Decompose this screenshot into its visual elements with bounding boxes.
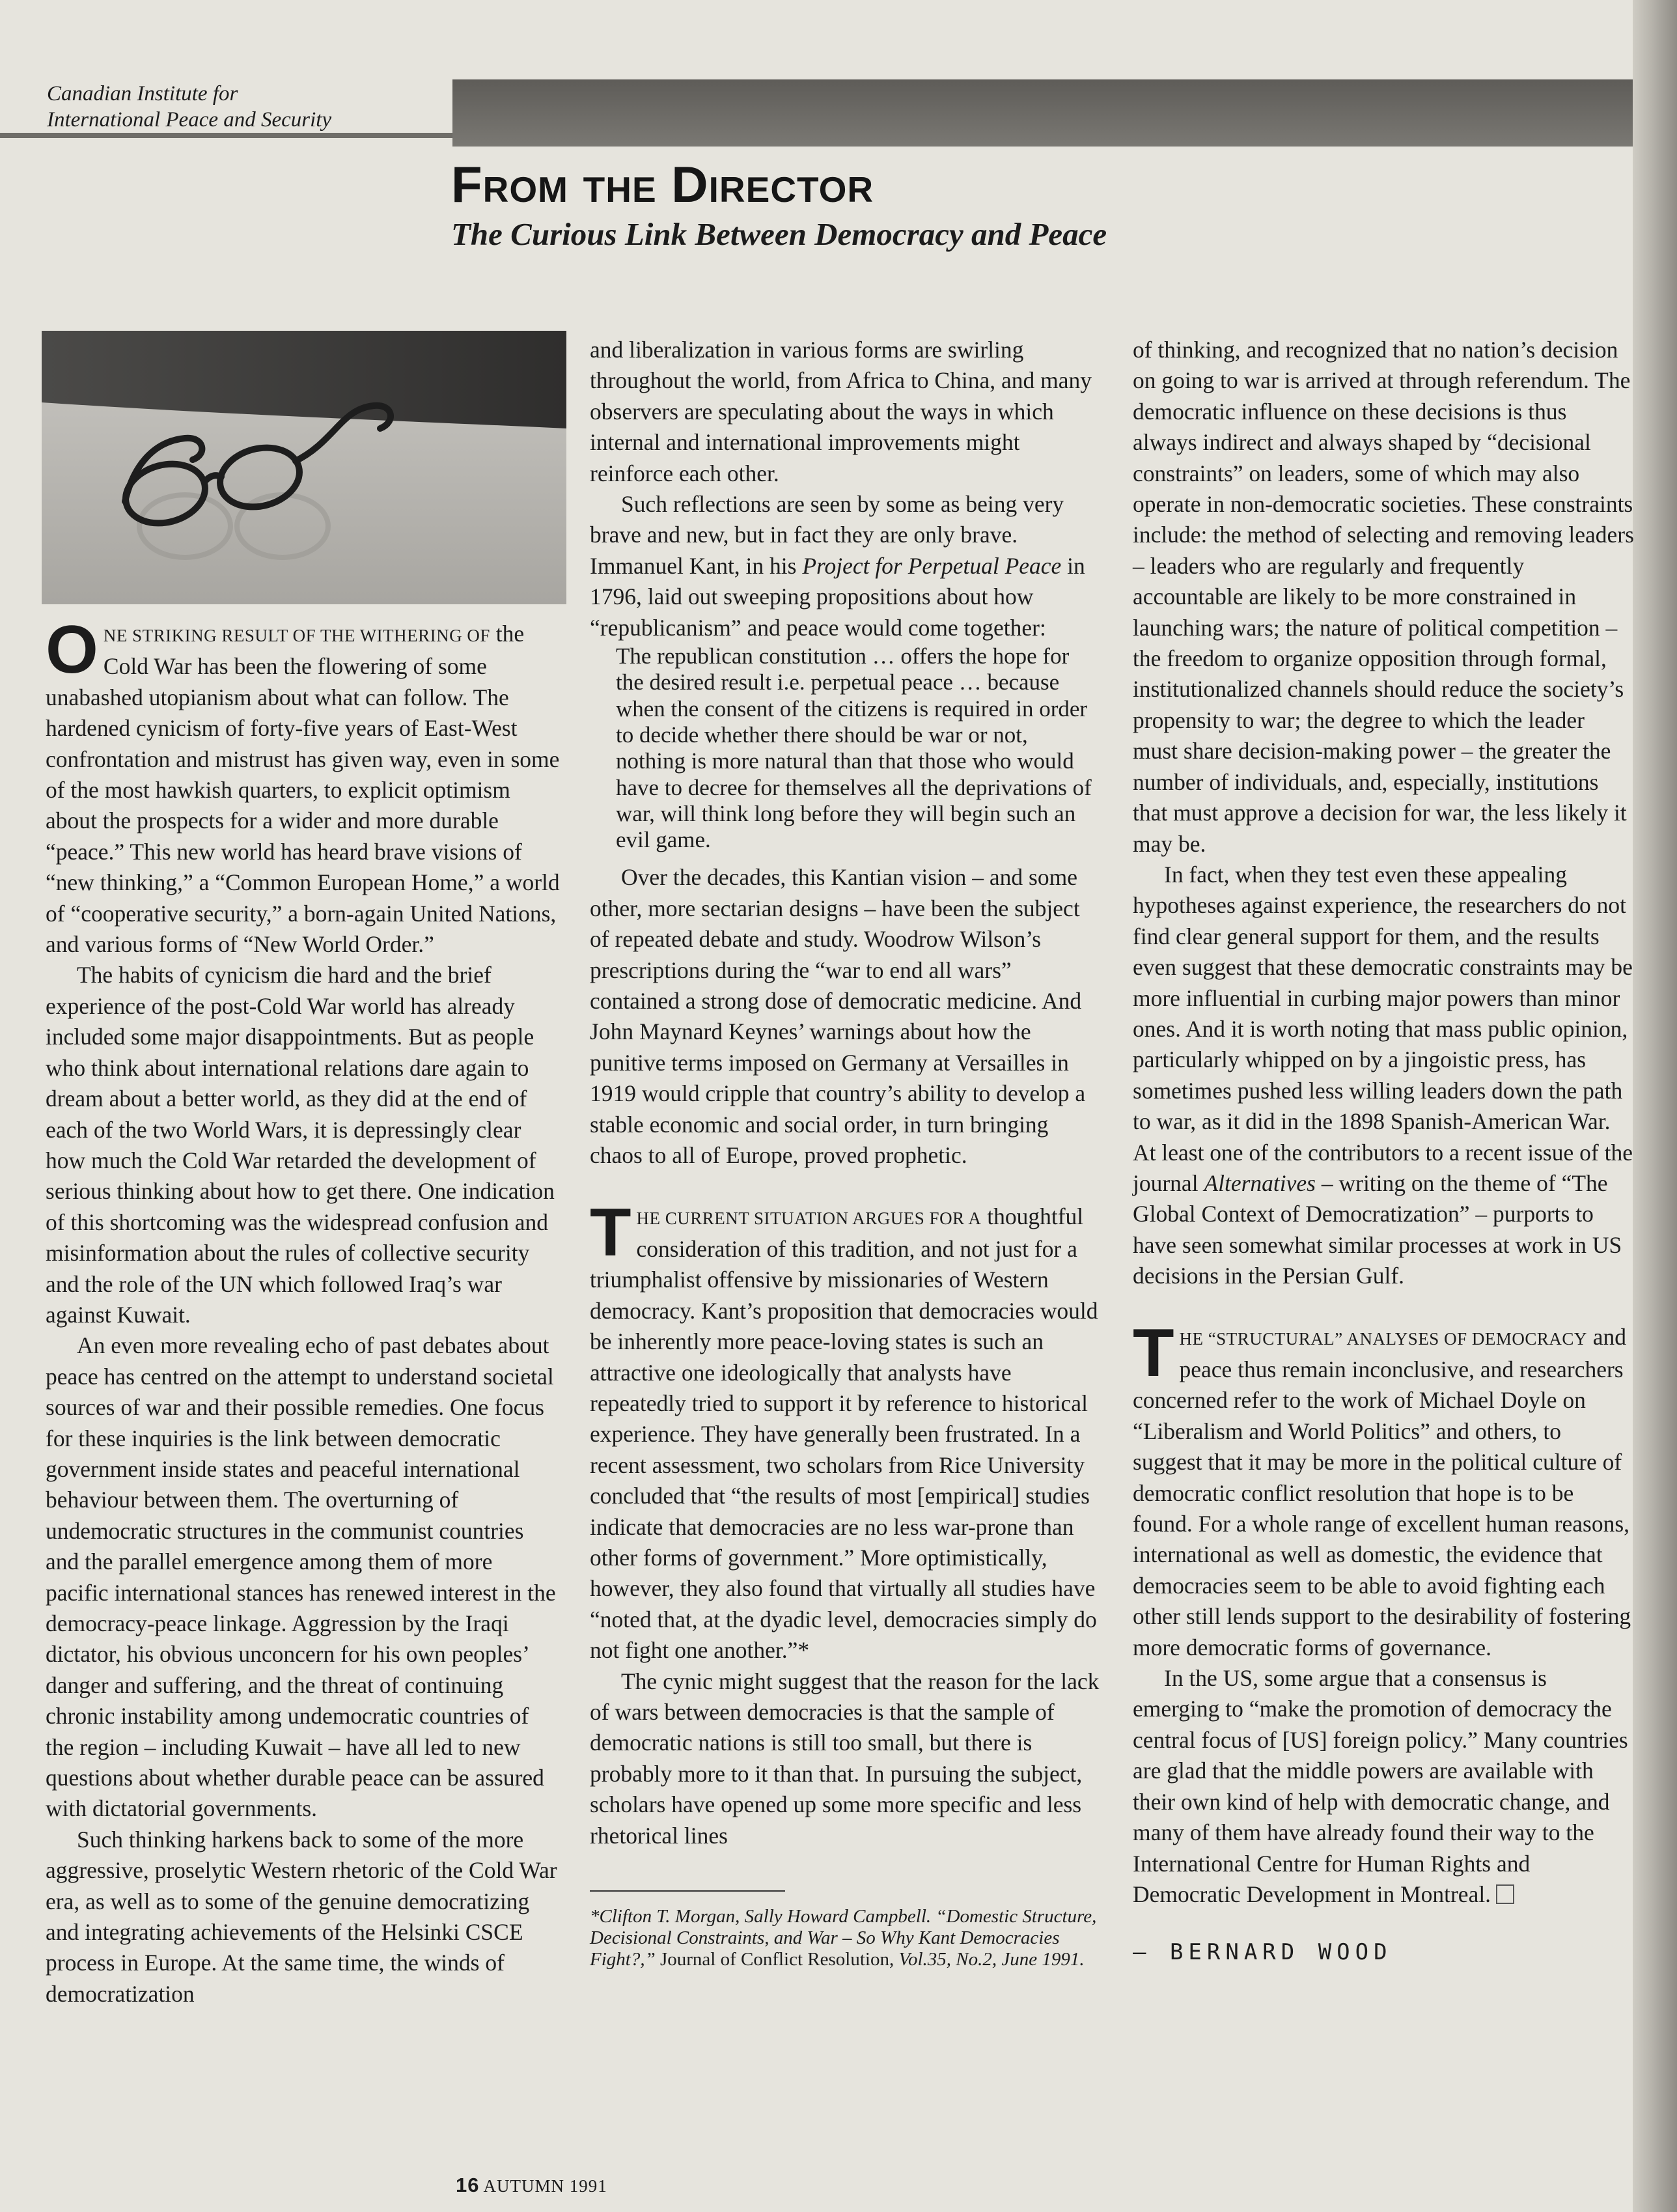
paragraph — [1133, 1315, 1634, 1663]
paragraph-text: In fact, when they test even these appealing hypotheses against experience, the researchers do not find clear general support for them, and the results even suggest that these democratic constraints may be more influential in curbing major powers than minor ones. And it is worth noting that mass public opinion, particularly whipped on by a jingoistic press, has sometimes pushed less willing leaders down the path to war, as it did in the 1898 Spanish-American War. At least one of the contributors to a recent issue of the journal — [1133, 861, 1633, 1196]
lead-in: HE CURRENT SITUATION ARGUES FOR A — [636, 1208, 982, 1228]
paragraph: An even more revealing echo of past debates about peace has centred on the attempt to understand societal sources of war and their possible remedies. One focus for these inquiries is the link between democratic government inside states and peaceful international behaviour between them. The overturning of undemocratic structures in the communist countries and the parallel emergence among them of more pacific international stances has renewed interest in the democracy-peace linkage. Aggression by the Iraqi dictator, his obvious unconcern for his own peoples’ danger and suffering, and the threat of continuing chronic instability among undemocratic countries of the region – including Kuwait – have all led to new questions about whether durable peace can be assured with dictatorial governments. — [46, 1332, 556, 1822]
paragraph-text: Such reflections are seen by some as being very brave and new, but in fact they are only brave. Immanuel Kant, in his — [590, 491, 1064, 579]
header-rule — [0, 133, 452, 138]
drop-cap: T — [1133, 1315, 1174, 1391]
article-column-3 — [1133, 335, 1634, 1968]
lead-in: NE STRIKING RESULT OF THE WITHERING OF — [103, 626, 490, 645]
header-bar — [452, 79, 1633, 147]
drop-cap: O — [46, 612, 98, 688]
article-column-2 — [590, 335, 1100, 1970]
paragraph — [1133, 860, 1634, 1292]
article-column-1 — [46, 612, 560, 2009]
paragraph: of thinking, and recognized that no nation’s decision on going to war is arrived at through referendum. The democratic influence on these decisions is thus always indirect and always shaped by “decisional constraints” on leaders, some of which may also operate in non-democratic societies. These constraints include: the method of selecting and removing leaders – leaders who are regularly and frequently accountable are likely to be more constrained in launching wars; the nature of political competition – the freedom to organize opposition through formal, institutionalized channels should reduce the society’s propensity to war; the degree to which the leader must share decision-making power – the greater the number of individuals, and, especially, institutions that must approve a decision for war, the less likely it may be. — [1133, 337, 1634, 857]
issue-date: AUTUMN 1991 — [483, 2176, 607, 2196]
paragraph: The habits of cynicism die hard and the brief experience of the post-Cold War world has already included some major disappointments. But as people who think about international relations dare again to dream about a better world, as they did at the end of each of the two World Wars, it is depressingly clear how much the Cold War retarded the development of serious thinking about how to get there. One indication of this shortcoming was the widespread confusion and misinformation about the rules of collective security and the role of the UN which followed Iraq’s war against Kuwait. — [46, 962, 555, 1328]
paragraph-text: the Cold War has been the flowering of some unabashed utopianism about what can follow. The hardened cynicism of forty-five years of East-West confrontation and mistrust has given way, even in some of the most hawkish quarters, to explicit optimism about the prospects for a wider and more durable “peace.” This new world has heard brave visions of “new thinking,” a “Common European Home,” a world of “cooperative security,” a born-again United Nations, and various forms of “New World Order.” — [46, 621, 560, 958]
page-number: 16 — [456, 2174, 480, 2196]
footnote — [590, 1906, 1100, 1970]
end-mark-icon — [1496, 1884, 1514, 1904]
lead-in: HE “STRUCTURAL” ANALYSES OF DEMOCRACY — [1179, 1328, 1587, 1349]
footnote-rule — [590, 1890, 785, 1892]
page-title: From the Director — [451, 156, 874, 213]
paragraph — [590, 489, 1100, 643]
paragraph: Such thinking harkens back to some of the more aggressive, proselytic Western rhetoric of the Cold War era, as well as to some of the genuine democratizing and integrating achievements of the Helsinki CSCE process in Europe. At the same time, the winds of democratization — [46, 1826, 557, 2007]
author-signature: – BERNARD WOOD — [1133, 1939, 1393, 1966]
paragraph — [1133, 1663, 1634, 1910]
institute-name — [47, 81, 444, 133]
paragraph: Over the decades, this Kantian vision – and some other, more sectarian designs – have been the subject of repeated debate and study. Woodrow Wilson’s prescriptions during the “war to end all wars” contained a strong dose of democratic medicine. And John Maynard Keynes’ warnings about how the punitive terms imposed on Germany at Versailles in 1919 would cripple that country’s ability to develop a stable economic and social order, in turn bringing chaos to all of Europe, proved prophetic. — [590, 864, 1086, 1169]
institute-line-2: International Peace and Security — [47, 108, 332, 132]
paragraph-text: in 1796, laid out sweeping propositions about how “republicanism” and peace would come together: — [590, 552, 1085, 641]
paragraph — [590, 1194, 1100, 1666]
book-title: Project for Perpetual Peace — [802, 552, 1062, 579]
paragraph-text: In the US, some argue that a consensus is emerging to “make the promotion of democracy the central focus of [US] foreign policy.” Many countries are glad that the middle powers are available with their own kind of help with democratic change, and many of them have already found their way to the International Centre for Human Rights and Democratic Development in Montreal. — [1133, 1665, 1628, 1907]
journal-title: Alternatives — [1204, 1169, 1316, 1196]
page-subtitle: The Curious Link Between Democracy and Peace — [451, 216, 1107, 252]
block-quote: The republican constitution … offers the hope for the desired result i.e. perpetual peace … because when the consent of the citizens is required in order to decide whether there should be war or not, nothing is more natural than that those who would have to decree for themselves all the deprivations of war, will think long before they will begin such an evil game. — [616, 643, 1092, 853]
page-edge-shadow — [1633, 0, 1677, 2212]
drop-cap: T — [590, 1194, 631, 1270]
paragraph-text: thoughtful consideration of this tradition, and not just for a triumphalist offensive by missionaries of Western democracy. Kant’s proposition that democracies would be inherently more peace-loving states is such an attractive one ideologically that analysts have repeatedly tried to support it by reference to historical experience. They have generally been frustrated. In a recent assessment, two scholars from Rice University concluded that “the results of most [empirical] studies indicate that democracies are no less war-prone than other forms of government.” More optimistically, however, they also found that virtually all studies have “noted that, at the dyadic level, democracies simply do not fight one another.”* — [590, 1203, 1098, 1664]
paragraph — [46, 612, 560, 960]
paragraph: The cynic might suggest that the reason for the lack of wars between democracies is that the sample of democratic nations is still too small, but there is probably more to it than that. In pursuing the subject, scholars have opened up some more specific and less rhetorical lines — [590, 1668, 1100, 1849]
footnote-volume: Vol.35, No.2, June 1991. — [898, 1949, 1085, 1970]
footnote-journal: Journal of Conflict Resolution, — [655, 1949, 899, 1970]
paragraph-text: and peace thus remain inconclusive, and researchers concerned refer to the work of Michael Doyle on “Liberalism and World Politics” and others, to suggest that it may be more in the political culture of democratic conflict resolution that hope is to be found. For a whole range of excellent human reasons, international as well as domestic, the evidence that democracies seem to be able to avoid fighting each other still lends support to the desirability of fostering more democratic forms of governance. — [1133, 1323, 1631, 1660]
eyeglasses-illustration — [42, 331, 566, 604]
page-footer — [456, 2174, 607, 2197]
eyeglasses-icon — [42, 331, 566, 604]
paragraph-text: – writing on the theme of “The Global Context of Democratization” – purports to have seen somewhat similar processes at work in US decisions in the Persian Gulf. — [1133, 1169, 1622, 1289]
footnote-citation: *Clifton T. Morgan, Sally Howard Campbell. “Domestic Structure, Decisional Constraints, and War – So Why Kant Democracies Fight?,” — [590, 1906, 1097, 1970]
institute-line-1: Canadian Institute for — [47, 82, 238, 105]
paragraph: and liberalization in various forms are swirling throughout the world, from Africa to China, and many observers are speculating about the ways in which internal and international improvements might reinforce each other. — [590, 337, 1092, 486]
